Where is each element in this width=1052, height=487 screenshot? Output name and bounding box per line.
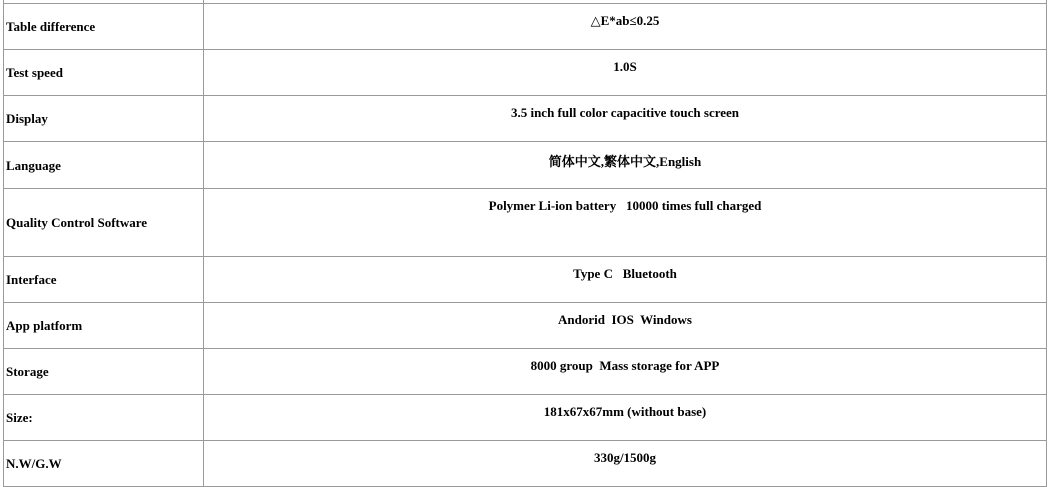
spec-value-cell [204, 441, 1047, 487]
spec-value: 3.5 inch full color capacitive touch screen [510, 105, 740, 120]
spec-value: 简体中文,繁体中文,English [548, 154, 702, 169]
spec-value-cell [204, 349, 1047, 395]
spec-label: Test speed [6, 65, 63, 80]
table-row [4, 349, 1047, 395]
table-row [4, 395, 1047, 441]
spec-label: Display [6, 111, 48, 126]
table-row [4, 50, 1047, 96]
spec-label: Size: [6, 410, 33, 425]
spec-label-cell [4, 189, 204, 257]
table-row [4, 4, 1047, 50]
spec-label-cell [4, 96, 204, 142]
spec-value: Polymer Li-ion battery 10000 times full charged [488, 198, 762, 213]
spec-value-cell [204, 142, 1047, 189]
spec-label-cell [4, 395, 204, 441]
table-row [4, 441, 1047, 487]
spec-value: 1.0S [613, 59, 637, 74]
spec-label-cell [4, 4, 204, 50]
spec-label-cell [4, 349, 204, 395]
table-row [4, 303, 1047, 349]
table-row [4, 189, 1047, 257]
spec-label-cell [4, 257, 204, 303]
spec-label-cell [4, 142, 204, 189]
spec-label-cell [4, 303, 204, 349]
spec-value-cell [204, 257, 1047, 303]
spec-value-cell [204, 395, 1047, 441]
spec-value: 181x67x67mm (without base) [543, 404, 707, 419]
spec-label: Storage [6, 364, 49, 379]
spec-label: Table difference [6, 19, 96, 34]
spec-label: Language [6, 158, 61, 173]
spec-label: N.W/G.W [6, 456, 62, 471]
spec-label-cell [4, 50, 204, 96]
spec-value: 8000 group Mass storage for APP [530, 358, 720, 373]
spec-label: Quality Control Software [6, 215, 148, 230]
table-row [4, 257, 1047, 303]
spec-label: Interface [6, 272, 57, 287]
spec-value: Type C Bluetooth [573, 266, 677, 281]
spec-value-cell [204, 96, 1047, 142]
spec-value-cell [204, 4, 1047, 50]
spec-value: Andorid IOS Windows [558, 312, 692, 327]
spec-value: 330g/1500g [593, 450, 657, 465]
spec-label: App platform [6, 318, 83, 333]
table-row [4, 142, 1047, 189]
spec-table [3, 0, 1047, 487]
spec-value-cell [204, 303, 1047, 349]
spec-value-cell [204, 50, 1047, 96]
table-row [4, 96, 1047, 142]
spec-label-cell [4, 441, 204, 487]
spec-value-cell [204, 189, 1047, 257]
spec-value: △E*ab≤0.25 [590, 13, 660, 28]
